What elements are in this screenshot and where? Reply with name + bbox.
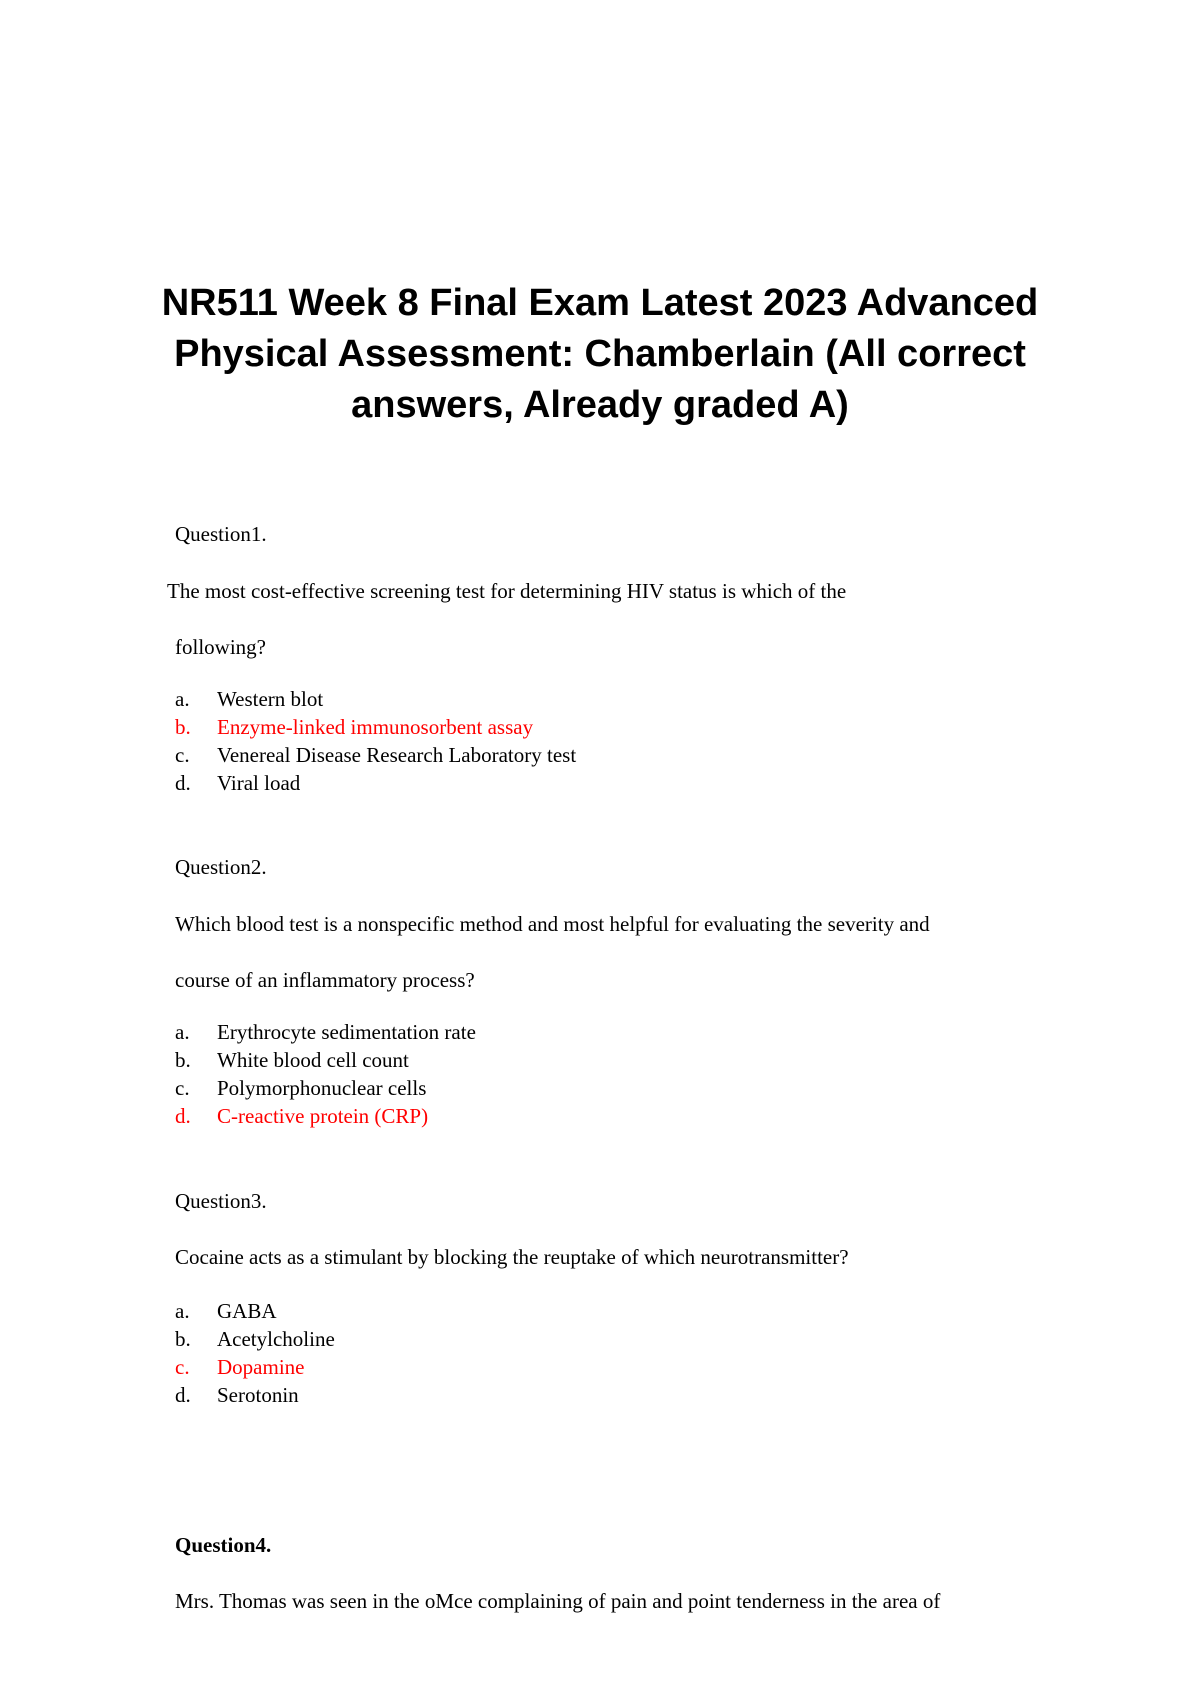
option-text: Acetylcholine [217, 1327, 335, 1351]
answer-option-a [175, 1018, 476, 1046]
answer-option-c [175, 1074, 476, 1102]
answer-option-d [175, 1381, 335, 1409]
option-letter: d. [175, 771, 191, 795]
option-letter: a. [175, 687, 190, 711]
question-label: Question2. [175, 855, 267, 879]
question-text-line: The most cost-effective screening test for determining HIV status is which of the [167, 579, 847, 603]
document-title [100, 278, 1100, 431]
question-label: Question1. [175, 522, 267, 546]
option-text: C-reactive protein (CRP) [217, 1104, 429, 1128]
option-letter: b. [175, 715, 191, 739]
answer-option-d-correct [175, 1102, 476, 1130]
option-text: Enzyme-linked immunosorbent assay [217, 715, 534, 739]
option-letter: c. [175, 1355, 190, 1379]
question-text-line: following? [175, 635, 266, 659]
answer-option-c [175, 741, 576, 769]
answer-options [175, 685, 576, 797]
answer-options [175, 1018, 476, 1130]
option-letter: d. [175, 1104, 191, 1128]
option-letter: d. [175, 1383, 191, 1407]
answer-option-c-correct [175, 1353, 335, 1381]
question-text-line: course of an inflammatory process? [175, 968, 475, 992]
option-text: Erythrocyte sedimentation rate [217, 1020, 476, 1044]
option-text: Western blot [217, 687, 324, 711]
answer-option-a [175, 1297, 335, 1325]
option-letter: a. [175, 1299, 190, 1323]
document-title-line: answers, Already graded A) [351, 384, 849, 426]
option-text: Serotonin [217, 1383, 299, 1407]
option-text: Polymorphonuclear cells [217, 1076, 427, 1100]
option-text: Venereal Disease Research Laboratory test [217, 743, 577, 767]
option-letter: c. [175, 1076, 190, 1100]
answer-option-b-correct [175, 713, 576, 741]
question-text-line: Which blood test is a nonspecific method and most helpful for evaluating the severity and [175, 912, 930, 936]
question-label: Question3. [175, 1189, 267, 1213]
option-text: GABA [217, 1299, 277, 1323]
question-text-line: Cocaine acts as a stimulant by blocking the reuptake of which neurotransmitter? [175, 1245, 849, 1269]
answer-option-b [175, 1046, 476, 1074]
answer-option-a [175, 685, 576, 713]
option-letter: c. [175, 743, 190, 767]
answer-option-b [175, 1325, 335, 1353]
option-text: White blood cell count [217, 1048, 409, 1072]
document-title-line: NR511 Week 8 Final Exam Latest 2023 Advanced [161, 282, 1039, 324]
option-letter: b. [175, 1327, 191, 1351]
option-letter: a. [175, 1020, 190, 1044]
document-title-line: Physical Assessment: Chamberlain (All correct [174, 333, 1026, 375]
option-text: Dopamine [217, 1355, 305, 1379]
question-text-line: Mrs. Thomas was seen in the oMce complaining of pain and point tenderness in the area of [175, 1589, 941, 1613]
option-letter: b. [175, 1048, 191, 1072]
question-label: Question4. [175, 1533, 272, 1557]
option-text: Viral load [217, 771, 301, 795]
answer-option-d [175, 769, 576, 797]
answer-options [175, 1297, 335, 1409]
